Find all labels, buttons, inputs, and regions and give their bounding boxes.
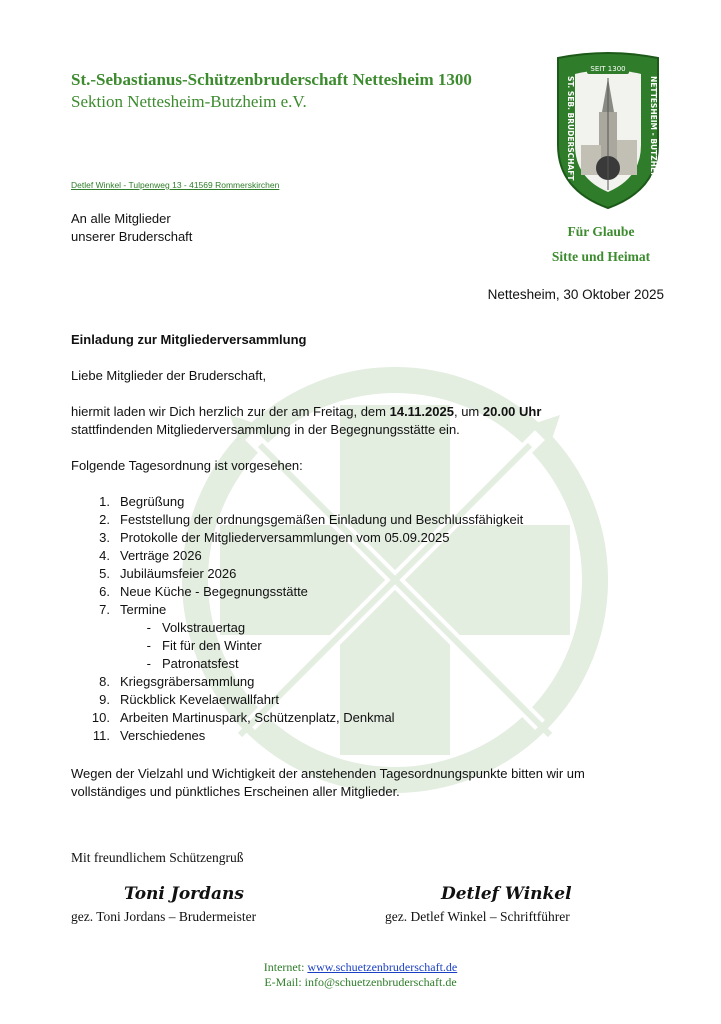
shield-logo-icon (553, 50, 663, 210)
invitation-paragraph (71, 403, 661, 439)
subject-line: Einladung zur Mitgliederversammlung (71, 332, 307, 347)
agenda-item: 7. Termine (99, 602, 167, 617)
svg-text:SEIT 1300: SEIT 1300 (590, 65, 626, 73)
recipient-line-1: An alle Mitglieder (71, 211, 171, 226)
signature-caption-1: gez. Toni Jordans – Brudermeister (71, 909, 257, 924)
agenda-item: 2. Feststellung der ordnungsgemäßen Einladung und Beschlussfähigkeit (99, 512, 524, 527)
agenda-item: 3. Protokolle der Mitgliederversammlungen vom 05.09.2025 (99, 530, 450, 545)
motto-line-2: Sitte und Heimat (551, 249, 651, 264)
signature-caption-2: gez. Detlef Winkel – Schriftführer (385, 909, 570, 924)
closing-line-2: vollständiges und pünktliches Erscheinen aller Mitglieder. (71, 784, 400, 799)
website-link[interactable]: www.schuetzenbruderschaft.de (307, 960, 458, 974)
signature-detlef-winkel: Detlef Winkel (441, 884, 572, 904)
letter-date: Nettesheim, 30 Oktober 2025 (487, 287, 664, 302)
agenda-item: 9. Rückblick Kevelaerwallfahrt (99, 692, 279, 707)
invitation-line-1: hiermit laden wir Dich herzlich zur der am Freitag, dem 14.11.2025, um 20.00 Uhr (71, 404, 542, 419)
agenda-intro: Folgende Tagesordnung ist vorgesehen: (71, 458, 303, 473)
closing-paragraph (71, 765, 661, 801)
greeting: Liebe Mitglieder der Bruderschaft, (71, 368, 267, 383)
svg-text:ST. SEB. BRUDERSCHAFT: ST. SEB. BRUDERSCHAFT (566, 76, 575, 181)
agenda-subitem: - Volkstrauertag (146, 620, 246, 635)
sender-address: Detlef Winkel - Tulpenweg 13 - 41569 Rommerskirchen (71, 180, 280, 190)
org-name: St.-Sebastianus-Schützenbruderschaft Nettesheim 1300 (71, 70, 472, 89)
recipient-line-2: unserer Bruderschaft (71, 229, 193, 244)
footer-internet: Internet: www.schuetzenbruderschaft.de (263, 960, 458, 974)
signature-toni-jordans: Toni Jordans (124, 884, 244, 904)
motto-line-1: Für Glaube (567, 224, 635, 239)
agenda-item: 10. Arbeiten Martinuspark, Schützenplatz, Denkmal (91, 710, 395, 725)
org-section: Sektion Nettesheim-Butzheim e.V. (71, 92, 307, 111)
agenda-subitem: - Fit für den Winter (146, 638, 262, 653)
invitation-line-2: stattfindenden Mitgliederversammlung in der Begegnungsstätte ein. (71, 422, 460, 437)
sign-off: Mit freundlichem Schützengruß (71, 850, 244, 865)
agenda-item: 8. Kriegsgräbersammlung (99, 674, 255, 689)
meeting-time: 20.00 Uhr (482, 404, 542, 419)
agenda-subitem: - Patronatsfest (146, 656, 239, 671)
agenda-item: 5. Jubiläumsfeier 2026 (99, 566, 237, 581)
agenda-item: 6. Neue Küche - Begegnungsstätte (99, 584, 308, 599)
footer-email: E-Mail: info@schuetzenbruderschaft.de (264, 975, 457, 989)
recipient-block (71, 210, 192, 246)
meeting-date: 14.11.2025 (389, 404, 454, 419)
agenda-list (71, 493, 523, 745)
agenda-item: 1. Begrüßung (99, 494, 185, 509)
agenda-item: 4. Verträge 2026 (99, 548, 202, 563)
svg-text:NETTESHEIM - BUTZHEIM: NETTESHEIM - BUTZHEIM (649, 76, 658, 183)
closing-line-1: Wegen der Vielzahl und Wichtigkeit der anstehenden Tagesordnungspunkte bitten wir um (71, 766, 585, 781)
email-address[interactable]: info@schuetzenbruderschaft.de (304, 975, 457, 989)
agenda-item: 11. Verschiedenes (92, 728, 206, 743)
